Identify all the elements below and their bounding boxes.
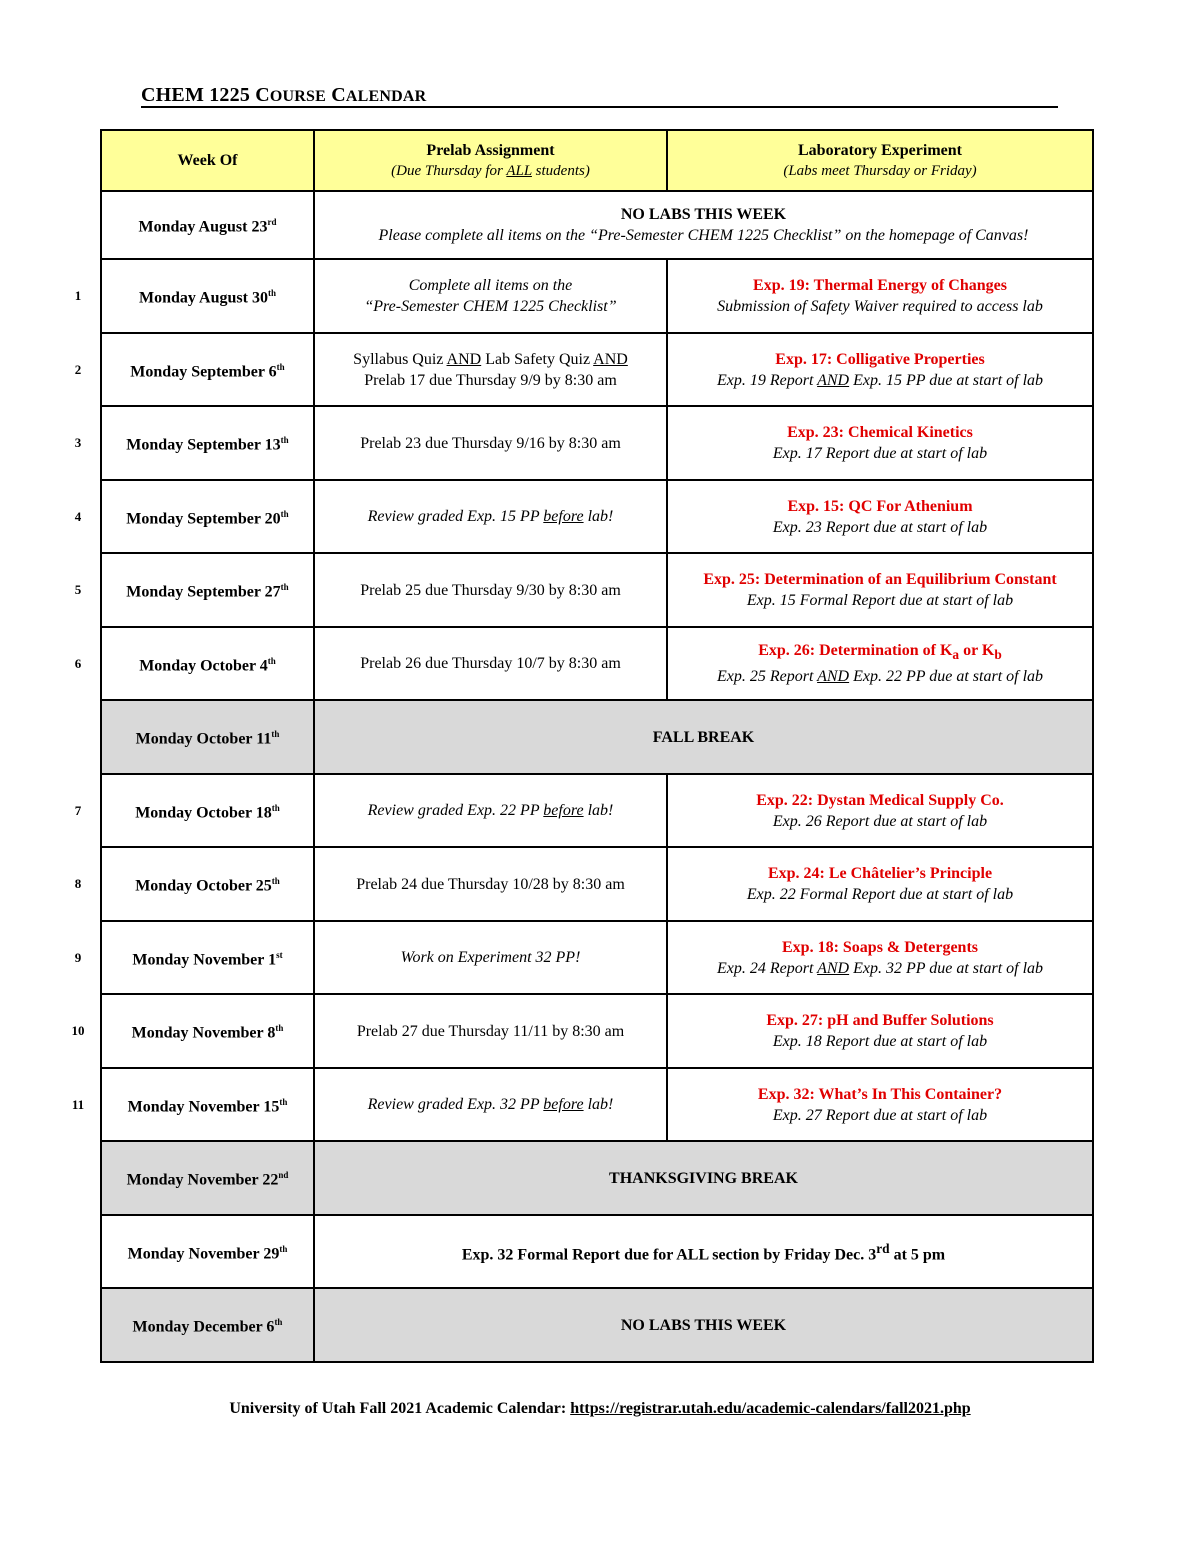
lab-cell [667,480,1093,553]
week-number: 10 [71,1023,85,1038]
week-number: 5 [74,582,82,597]
week-cell [101,1215,314,1288]
notice-text: NO LABS THIS WEEK [620,206,787,223]
lab-cell [667,553,1093,627]
week-cell [101,480,314,553]
experiment-note: Exp. 22 Formal Report due at start of lab [746,886,1014,903]
week-ordinal: st [276,949,283,960]
experiment-title: Exp. 25: Determination of an Equilibrium Constant [703,571,1057,588]
lab-cell [667,774,1093,847]
week-label: Monday September 20 [126,510,281,528]
experiment-title: Exp. 24: Le Châtelier’s Principle [767,865,993,882]
week-number: 4 [74,508,82,524]
prelab-text: Prelab 27 due Thursday 11/11 by 8:30 am [356,1022,625,1040]
prelab-text: “Pre-Semester CHEM 1225 Checklist” [364,298,617,315]
table-row [101,406,1093,480]
week-ordinal: th [279,1096,288,1107]
experiment-title: Exp. 19: Thermal Energy of Changes [753,277,1007,294]
experiment-note: Exp. 17 Report due at start of lab [772,445,988,462]
week-cell [101,921,314,994]
table-row [101,259,1093,333]
prelab-text: Review graded Exp. 32 PP before lab! [367,1096,614,1113]
week-number: 6 [74,655,82,671]
footer [0,1400,1200,1418]
week-label: Monday October 25 [135,877,272,895]
week-number: 11 [71,1096,85,1112]
experiment-title: Exp. 26: Determination of $K_a$ or $K_b$ [758,642,1002,663]
week-label: Monday September 27 [126,583,281,601]
experiment-title: Exp. 17: Colligative Properties [775,350,985,368]
merged-cell [314,191,1093,259]
experiment-title: Exp. 32: What’s In This Container? [757,1085,1003,1103]
lab-cell [667,921,1093,994]
prelab-cell [314,847,667,921]
prelab-text: Work on Experiment 32 PP! [400,949,581,966]
week-cell [101,553,314,627]
prelab-text: Prelab 17 due Thursday 9/9 by 8:30 am [364,371,617,389]
header-lab: Laboratory Experiment (Labs meet Thursday or Friday) [667,130,1093,191]
experiment-note: Exp. 15 Formal Report due at start of lab [746,592,1014,609]
week-number: 1 [74,288,82,303]
header-week-of: Week Of [101,130,314,191]
week-number: 8 [74,876,82,891]
week-ordinal: th [267,655,276,666]
table-row [101,700,1093,774]
table-row [101,333,1093,406]
experiment-title: Exp. 27: pH and Buffer Solutions [766,1012,994,1029]
prelab-text: Syllabus Quiz AND Lab Safety Quiz AND [353,350,628,368]
notice-text: FALL BREAK [652,728,755,746]
table-row [101,1141,1093,1215]
table-row [101,774,1093,847]
week-ordinal: th [279,1243,288,1254]
experiment-title: Exp. 18: Soaps & Detergents [782,938,978,956]
week-label: Monday November 8 [131,1024,276,1042]
week-cell [101,774,314,847]
week-ordinal: th [280,435,289,446]
page-title: CHEM 1225 COURSE CALENDAR [141,84,427,106]
week-number: 2 [74,361,82,377]
experiment-note: Exp. 23 Report due at start of lab [772,518,988,536]
week-ordinal: th [271,802,280,813]
experiment-title: Exp. 22: Dystan Medical Supply Co. [756,791,1004,809]
table-row [101,1068,1093,1141]
week-cell [101,333,314,406]
table-row [101,627,1093,700]
prelab-cell [314,627,667,700]
week-ordinal: nd [278,1170,289,1181]
week-cell [101,1141,314,1215]
lab-cell [667,406,1093,480]
week-cell [101,994,314,1068]
table-row [101,1215,1093,1288]
lab-cell [667,994,1093,1068]
week-ordinal: th [274,1317,283,1328]
experiment-title: Exp. 23: Chemical Kinetics [787,424,973,441]
table-row [101,921,1093,994]
academic-calendar-link[interactable]: https://registrar.utah.edu/academic-calendars/fall2021.php [570,1400,971,1417]
week-ordinal: th [276,361,285,372]
week-number: 7 [74,802,82,818]
experiment-note: Exp. 19 Report AND Exp. 15 PP due at start of lab [716,371,1044,389]
week-label: Monday October 4 [139,657,268,675]
notice-text: NO LABS THIS WEEK [620,1316,787,1334]
week-number: 9 [74,949,82,965]
week-label: Monday November 22 [126,1171,279,1189]
week-label: Monday August 23 [138,218,268,236]
week-ordinal: th [267,288,276,299]
prelab-text: Prelab 26 due Thursday 10/7 by 8:30 am [360,655,621,672]
table-header-row [101,130,1093,191]
week-number: 3 [74,435,82,450]
table-row [101,1288,1093,1362]
week-ordinal: rd [267,217,277,228]
prelab-cell [314,774,667,847]
prelab-cell [314,1068,667,1141]
experiment-note: Exp. 27 Report due at start of lab [772,1106,988,1124]
prelab-text: Prelab 25 due Thursday 9/30 by 8:30 am [360,581,621,599]
week-label: Monday September 6 [130,363,277,381]
week-cell [101,1288,314,1362]
week-cell [101,1068,314,1141]
prelab-cell [314,553,667,627]
table-row [101,191,1093,259]
experiment-note: Submission of Safety Waiver required to access lab [717,298,1043,315]
merged-cell [314,1215,1093,1288]
week-cell [101,406,314,480]
week-label: Monday October 18 [135,804,272,822]
experiment-note: Exp. 26 Report due at start of lab [772,812,988,830]
table-row [101,553,1093,627]
week-cell [101,259,314,333]
prelab-cell [314,480,667,553]
table-row [101,994,1093,1068]
footer-label: University of Utah Fall 2021 Academic Calendar: [229,1400,571,1417]
experiment-note: Exp. 25 Report AND Exp. 22 PP due at start of lab [716,667,1044,685]
lab-cell [667,1068,1093,1141]
merged-cell [314,700,1093,774]
notice-text: THANKSGIVING BREAK [609,1169,798,1187]
merged-cell [314,1141,1093,1215]
prelab-cell [314,259,667,333]
week-label: Monday December 6 [132,1318,275,1336]
week-label: Monday August 30 [139,289,268,307]
week-label: Monday November 1 [132,951,277,969]
week-label: Monday October 11 [135,730,272,748]
week-ordinal: th [271,729,280,740]
prelab-text: Prelab 23 due Thursday 9/16 by 8:30 am [360,434,621,452]
week-ordinal: th [271,876,280,887]
table-row [101,847,1093,921]
prelab-text: Review graded Exp. 22 PP before lab! [367,802,614,819]
week-label: Monday September 13 [126,436,281,454]
table-row [101,480,1093,553]
week-cell [101,627,314,700]
week-ordinal: th [280,582,289,593]
prelab-cell [314,333,667,406]
lab-cell [667,259,1093,333]
prelab-text: Review graded Exp. 15 PP before lab! [367,508,614,525]
prelab-cell [314,406,667,480]
lab-cell [667,333,1093,406]
experiment-title: Exp. 15: QC For Athenium [787,497,973,515]
experiment-note: Exp. 24 Report AND Exp. 32 PP due at start of lab [716,959,1044,977]
week-cell [101,191,314,259]
prelab-text: Complete all items on the [408,277,573,294]
course-calendar-table [100,129,1094,1363]
lab-cell [667,847,1093,921]
week-ordinal: th [275,1023,284,1034]
title-rule [141,106,1058,108]
experiment-note: Exp. 18 Report due at start of lab [772,1033,988,1050]
notice-subtext: Please complete all items on the “Pre-Semester CHEM 1225 Checklist” on the homepage of Canvas! [378,227,1029,244]
week-cell [101,847,314,921]
week-label: Monday November 15 [127,1098,280,1116]
merged-cell [314,1288,1093,1362]
week-ordinal: th [280,508,289,519]
lab-cell [667,627,1093,700]
week-cell [101,700,314,774]
prelab-text: Prelab 24 due Thursday 10/28 by 8:30 am [356,875,625,893]
notice-text: Exp. 32 Formal Report due for ALL section by Friday Dec. 3rd at 5 pm [461,1240,946,1264]
prelab-cell [314,921,667,994]
header-prelab: Prelab Assignment (Due Thursday for ALL students) [314,130,667,191]
prelab-cell [314,994,667,1068]
week-label: Monday November 29 [127,1245,280,1263]
